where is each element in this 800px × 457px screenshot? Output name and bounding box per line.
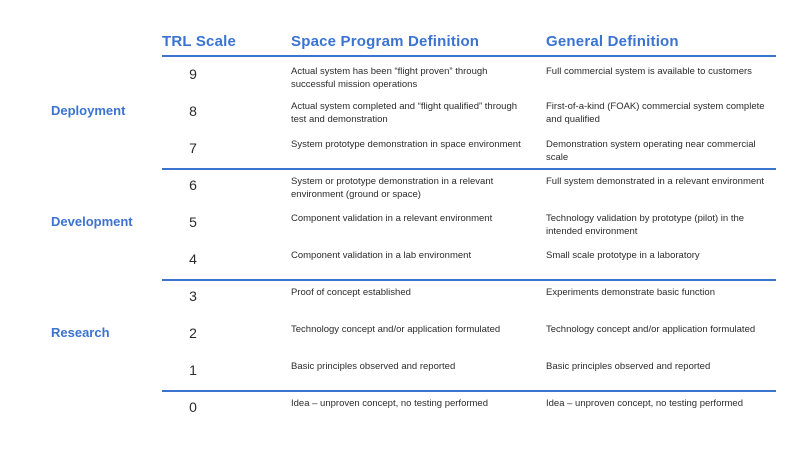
phase-development: Development <box>51 214 133 229</box>
space-definition: Idea – unproven concept, no testing performed <box>291 398 488 409</box>
general-definition: First-of-a-kind (FOAK) commercial system complete and qualified <box>546 101 765 125</box>
space-definition: System or prototype demonstration in a relevant environment (ground or space) <box>291 176 494 200</box>
header-space-definition: Space Program Definition <box>291 33 480 50</box>
phase-deployment: Deployment <box>51 103 126 118</box>
general-definition: Basic principles observed and reported <box>546 361 711 372</box>
general-definition: Small scale prototype in a laboratory <box>546 250 700 261</box>
space-definition: Technology concept and/or application formulated <box>291 324 501 335</box>
space-definition: Actual system has been “flight proven” through successful mission operations <box>291 66 488 90</box>
general-definition: Technology validation by prototype (pilot) in the intended environment <box>546 213 745 237</box>
phase-research: Research <box>51 325 110 340</box>
general-definition: Idea – unproven concept, no testing performed <box>546 398 743 409</box>
space-definition: Actual system completed and “flight qualified” through test and demonstration <box>291 101 518 125</box>
trl-level: 7 <box>189 140 197 156</box>
general-definition: Full commercial system is available to customers <box>546 66 752 77</box>
space-definition: Proof of concept established <box>291 287 411 298</box>
divider-deployment <box>162 168 776 170</box>
trl-level: 0 <box>189 399 197 415</box>
divider-development <box>162 279 776 281</box>
header-trl-scale: TRL Scale <box>162 33 237 50</box>
space-definition: Component validation in a relevant environment <box>291 213 493 224</box>
space-definition: Basic principles observed and reported <box>291 361 456 372</box>
trl-level: 4 <box>189 251 197 267</box>
trl-level: 3 <box>189 288 197 304</box>
space-definition: Component validation in a lab environment <box>291 250 472 261</box>
general-definition: Technology concept and/or application formulated <box>546 324 756 335</box>
trl-level: 5 <box>189 214 197 230</box>
trl-level: 6 <box>189 177 197 193</box>
space-definition: System prototype demonstration in space environment <box>291 139 521 150</box>
general-definition: Full system demonstrated in a relevant environment <box>546 176 765 187</box>
trl-level: 8 <box>189 103 197 119</box>
trl-level: 1 <box>189 362 197 378</box>
trl-level: 2 <box>189 325 197 341</box>
general-definition: Experiments demonstrate basic function <box>546 287 715 298</box>
header-general-definition: General Definition <box>546 33 679 50</box>
divider-header <box>162 55 776 57</box>
trl-level: 9 <box>189 66 197 82</box>
divider-research <box>162 390 776 392</box>
general-definition: Demonstration system operating near commercial scale <box>546 139 756 163</box>
